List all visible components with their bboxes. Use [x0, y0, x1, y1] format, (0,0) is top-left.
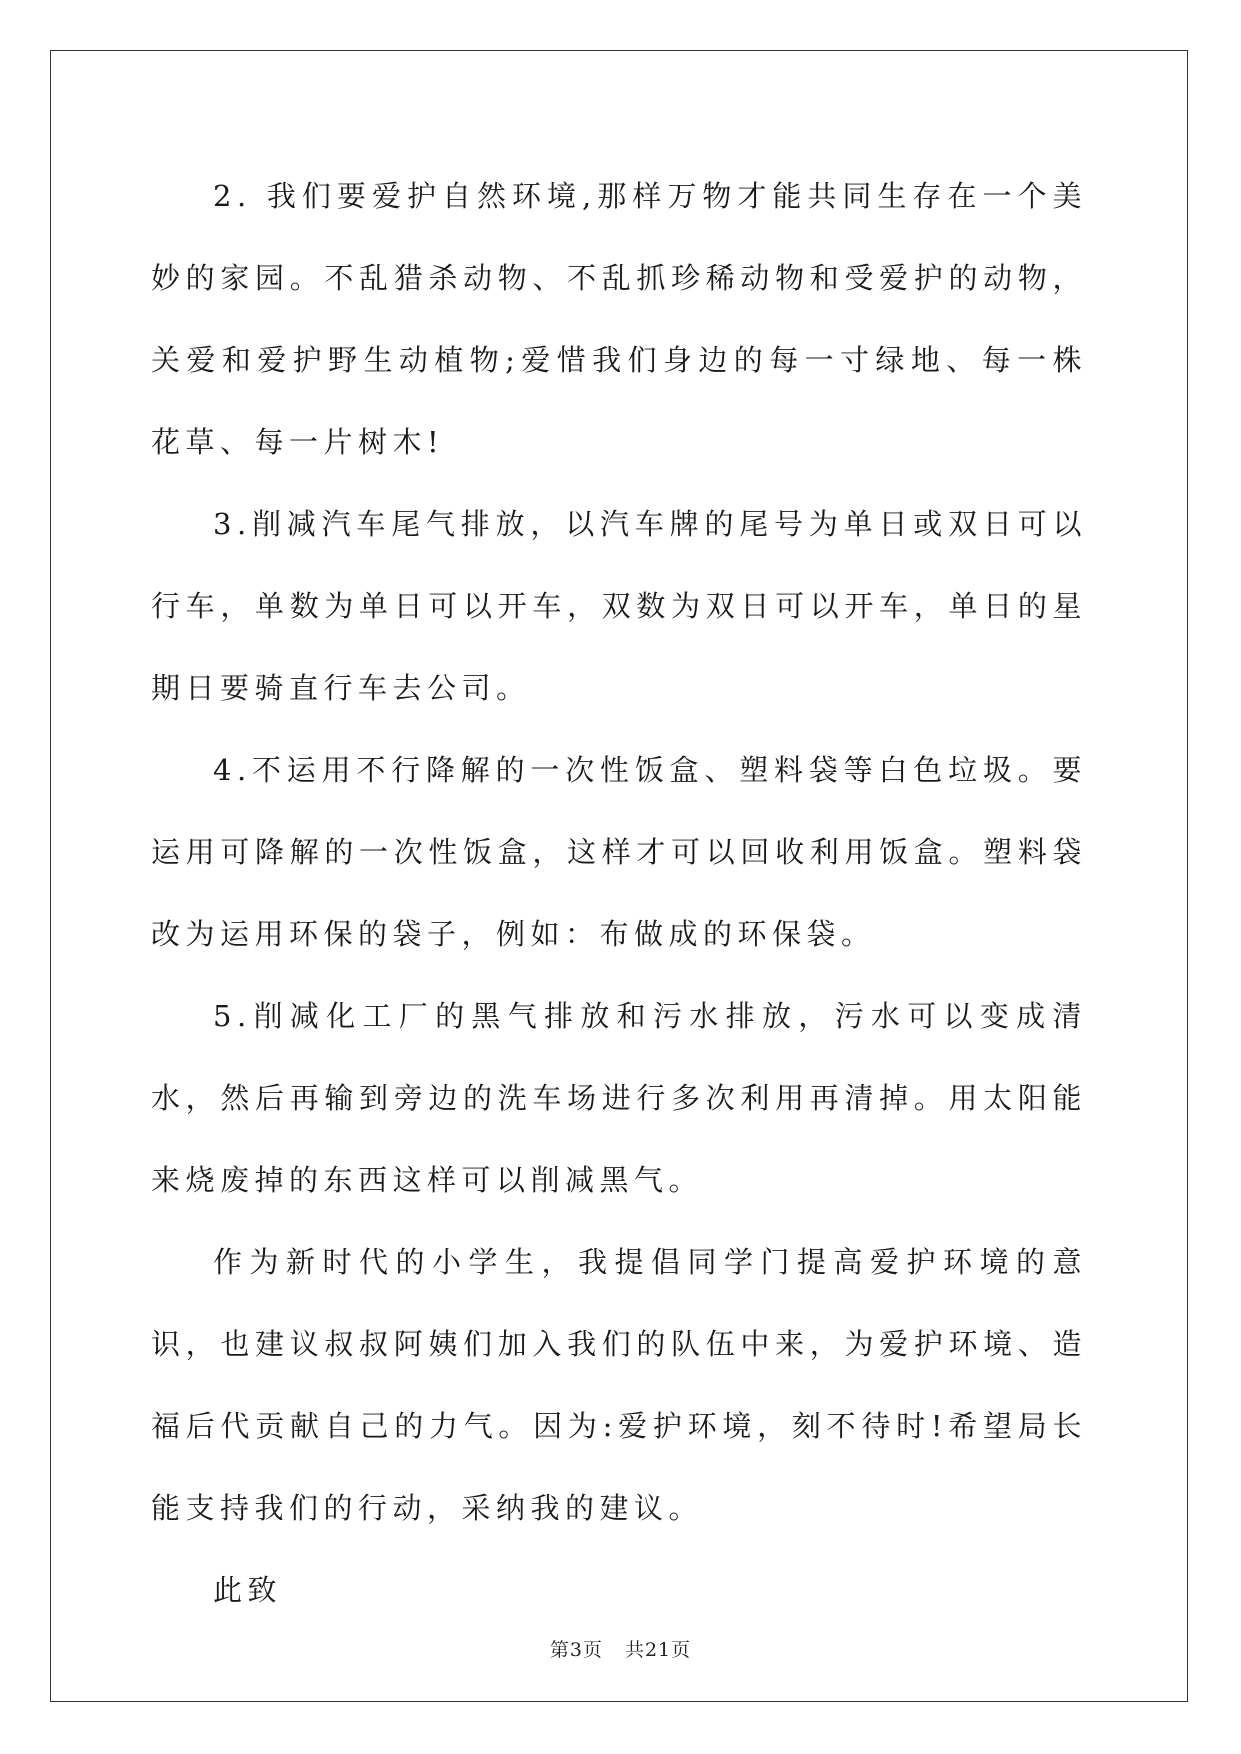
document-body — [151, 155, 1087, 1631]
page-footer — [0, 1635, 1241, 1662]
paragraph-item-3: 3.削减汽车尾气排放，以汽车牌的尾号为单日或双日可以行车，单数为单日可以开车，双数为双日可以开车，单日的星期日要骑直行车去公司。 — [151, 507, 1087, 705]
paragraph-item-5: 5.削减化工厂的黑气排放和污水排放，污水可以变成清水，然后再输到旁边的洗车场进行多次利用再清掉。用太阳能来烧废掉的东西这样可以削减黑气。 — [151, 999, 1087, 1197]
page-number-current: 第3页 — [549, 1639, 603, 1661]
page-number-total: 共21页 — [624, 1639, 692, 1661]
closing-salutation: 此致 — [213, 1573, 283, 1607]
paragraph-conclusion: 作为新时代的小学生，我提倡同学门提高爱护环境的意识，也建议叔叔阿姨们加入我们的队伍中来，为爱护环境、造福后代贡献自己的力气。因为:爱护环境，刻不待时!希望局长能支持我们的行动，采纳我的建议。 — [151, 1245, 1087, 1525]
paragraph-item-4: 4.不运用不行降解的一次性饭盒、塑料袋等白色垃圾。要运用可降解的一次性饭盒，这样才可以回收利用饭盒。塑料袋改为运用环保的袋子，例如：布做成的环保袋。 — [151, 753, 1087, 951]
paragraph-item-2: 2. 我们要爱护自然环境,那样万物才能共同生存在一个美妙的家园。不乱猎杀动物、不乱抓珍稀动物和受爱护的动物，关爱和爱护野生动植物;爱惜我们身边的每一寸绿地、每一株花草、每一片树木! — [151, 179, 1087, 459]
